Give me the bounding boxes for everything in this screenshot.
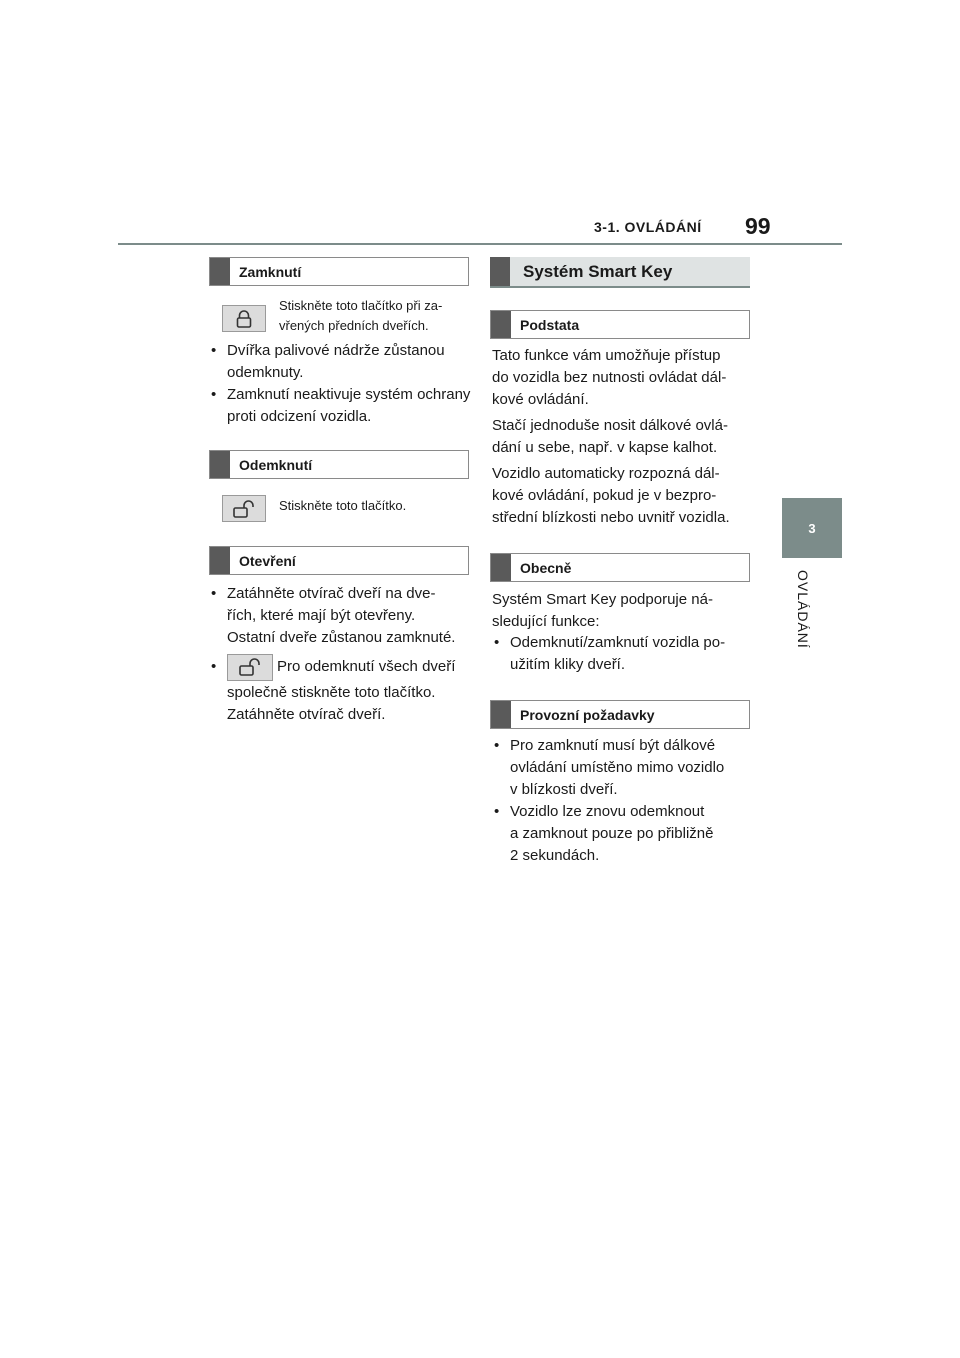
podstata-p3: Vozidlo automaticky rozpozná dál- kové ovládání, pokud je v bezpro- střední blízkosti nebo uvnitř vozidla. (492, 465, 730, 526)
list-item: • Dvířka palivové nádrže zůstanou odemknuty. (209, 340, 474, 384)
lock-button[interactable] (222, 305, 266, 332)
heading-label: Provozní požadavky (520, 706, 655, 723)
list-item (209, 652, 479, 682)
list-item: • Zatáhněte otvírač dveří na dve- řích, které mají být otevřeny. Ostatní dveře zůstanou zamknuté. (209, 583, 479, 649)
chapter-label: OVLÁDÁNÍ (795, 570, 811, 649)
unlock-button-inline[interactable] (227, 654, 273, 681)
otevreni-bullet-icon (209, 652, 479, 682)
heading-bar (491, 554, 511, 581)
obecne-bullets (492, 632, 757, 676)
otevreni-continuation: společně stiskněte toto tlačítko. Zatáhněte otvírač dveří. (227, 684, 436, 723)
heading-label: Zamknutí (239, 263, 302, 280)
heading-odemknuti (209, 450, 469, 479)
heading-pozadavky (490, 700, 750, 729)
unlock-caption: Stiskněte toto tlačítko. (279, 498, 407, 513)
header-rule (118, 243, 842, 245)
lock-open-icon (238, 657, 262, 677)
lock-open-icon (232, 499, 256, 519)
otevreni-bullets (209, 583, 479, 649)
page-number: 99 (745, 213, 771, 239)
pozadavky-bullets (492, 735, 757, 867)
heading-bar (210, 451, 230, 478)
heading-bar (210, 547, 230, 574)
podstata-p1: Tato funkce vám umožňuje přístup do vozidla bez nutnosti ovládat dál- kové ovládání. (492, 347, 727, 408)
heading-zamknuti (209, 257, 469, 286)
heading-bar (490, 257, 510, 286)
heading-bar (210, 258, 230, 285)
obecne-p1: Systém Smart Key podporuje ná- sledující funkce: (492, 591, 713, 630)
lock-closed-icon (234, 309, 254, 329)
heading-bar (491, 701, 511, 728)
heading-smart-key (490, 257, 750, 288)
section-title: 3-1. OVLÁDÁNÍ (594, 219, 702, 235)
lock-caption: Stiskněte toto tlačítko při za- vřených předních dveřích. (279, 298, 443, 333)
list-item: • Odemknutí/zamknutí vozidla po- užitím kliky dveří. (492, 632, 757, 676)
heading-label: Systém Smart Key (523, 261, 673, 281)
list-item: • Pro zamknutí musí být dálkové ovládání umístěno mimo vozidlo v blízkosti dveří. (492, 735, 757, 801)
heading-obecne (490, 553, 750, 582)
heading-bar (491, 311, 511, 338)
heading-otevreni (209, 546, 469, 575)
heading-label: Otevření (239, 552, 296, 569)
heading-label: Obecně (520, 559, 572, 576)
zamknuti-bullets (209, 340, 474, 428)
inline-text: Pro odemknutí všech dveří (277, 658, 456, 675)
list-item: • Vozidlo lze znovu odemknout a zamknout pouze po přibližně 2 sekundách. (492, 801, 757, 867)
list-item: • Zamknutí neaktivuje systém ochrany proti odcizení vozidla. (209, 384, 474, 428)
heading-label: Podstata (520, 316, 580, 333)
unlock-button[interactable] (222, 495, 266, 522)
podstata-p2: Stačí jednoduše nosit dálkové ovlá- dání u sebe, např. v kapse kalhot. (492, 417, 728, 456)
heading-podstata (490, 310, 750, 339)
heading-label: Odemknutí (239, 456, 313, 473)
chapter-tab: 3 (782, 498, 842, 558)
